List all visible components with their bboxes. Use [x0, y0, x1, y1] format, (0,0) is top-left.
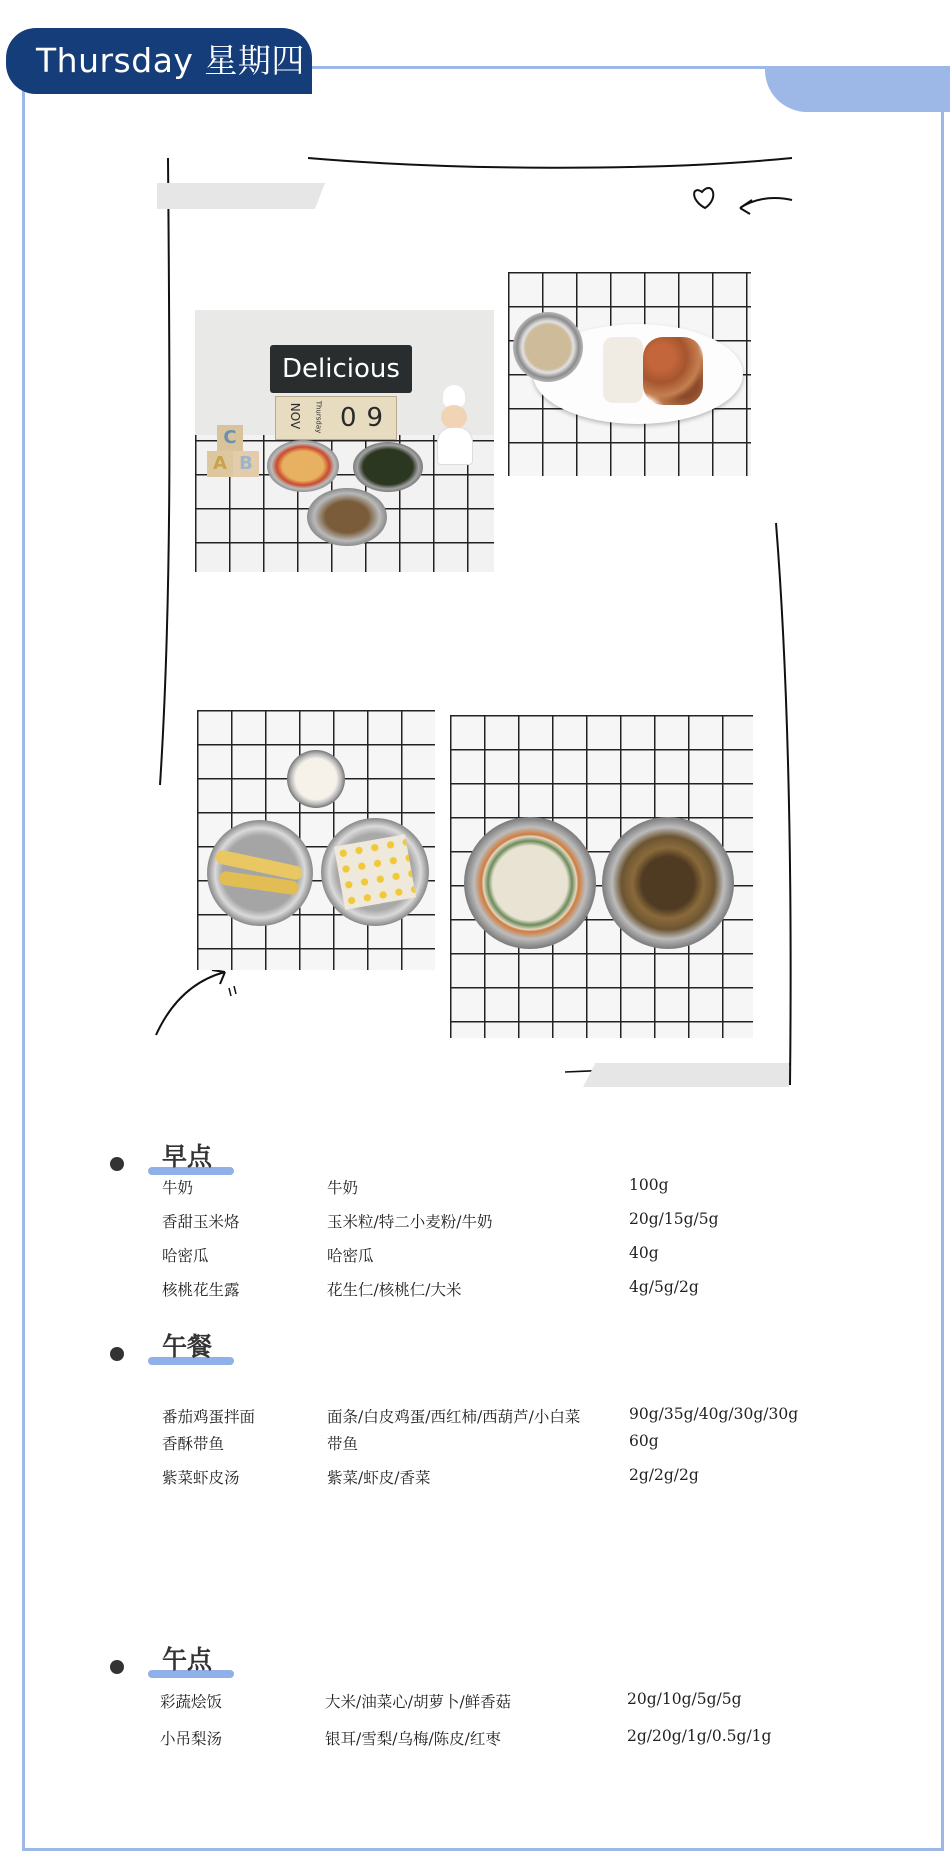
- peanuts: [643, 337, 703, 405]
- plate-bamboo-shoots: [207, 820, 313, 926]
- dish-amount: 40g: [629, 1244, 659, 1262]
- dish-ingredients: 哈密瓜: [327, 1247, 374, 1265]
- dish-amount: 20g/10g/5g/5g: [627, 1690, 742, 1708]
- dish-ingredients: 紫菜/虾皮/香菜: [327, 1469, 431, 1487]
- photo-breakfast-table: [195, 310, 494, 572]
- bullet-dot: [110, 1347, 124, 1361]
- calendar-month: NOV: [288, 402, 303, 430]
- chef-figurine: [433, 385, 475, 465]
- photo-rice-pear-soup: [450, 715, 753, 1038]
- section-breakfast: [110, 1142, 830, 1299]
- dish-name: 彩蔬烩饭: [160, 1693, 223, 1711]
- dish-ingredients: 大米/油菜心/胡萝卜/鲜香菇: [325, 1693, 512, 1711]
- bullet-dot: [110, 1660, 124, 1674]
- bowl-noodles: [267, 440, 339, 492]
- dish-amount: 2g/2g/2g: [629, 1466, 699, 1484]
- dish-amount: 100g: [629, 1176, 669, 1194]
- photo-corn-snack: [197, 710, 435, 970]
- plate-corn-cake: [321, 818, 429, 926]
- drink-cup: [513, 312, 583, 382]
- section-title: 早点: [162, 1142, 213, 1171]
- bullet-dot: [110, 1157, 124, 1171]
- dish-amount: 2g/20g/1g/0.5g/1g: [627, 1727, 772, 1745]
- bowl-pear-soup: [602, 817, 734, 949]
- dish-ingredients: 玉米粒/特二小麦粉/牛奶: [327, 1213, 493, 1231]
- block-b: B: [233, 451, 259, 477]
- dish-name: 核桃花生露: [162, 1281, 240, 1299]
- dish-name: 牛奶: [162, 1179, 194, 1197]
- section-title: 午点: [162, 1645, 213, 1674]
- block-a: A: [207, 451, 233, 477]
- dish-amount: 90g/35g/40g/30g/30g: [629, 1405, 799, 1423]
- dish-amount: 20g/15g/5g: [629, 1210, 719, 1228]
- dish-ingredients: 带鱼: [327, 1435, 359, 1453]
- dish-ingredients: 面条/白皮鸡蛋/西红柿/西葫芦/小白菜: [327, 1408, 581, 1426]
- dish-name: 紫菜虾皮汤: [162, 1469, 240, 1487]
- dish-name: 香酥带鱼: [162, 1435, 225, 1453]
- calendar-date: 09: [340, 403, 394, 433]
- corner-decoration: [765, 66, 950, 112]
- tape-strip-bottom: [583, 1063, 789, 1087]
- dish-name: 哈密瓜: [162, 1247, 209, 1265]
- bowl-fish: [307, 488, 387, 546]
- dish-ingredients: 银耳/雪梨/乌梅/陈皮/红枣: [325, 1730, 501, 1748]
- section-lunch: [110, 1332, 830, 1487]
- sign-text: Delicious: [282, 354, 400, 384]
- photo-nut-drink-plate: [508, 272, 751, 476]
- section-afternoon-snack: [110, 1645, 830, 1770]
- dish-name: 小吊梨汤: [160, 1730, 223, 1748]
- calendar-weekday: Thursday: [314, 400, 323, 434]
- block-c: C: [217, 425, 243, 451]
- dish-name: 番茄鸡蛋拌面: [162, 1408, 256, 1426]
- dish-name: 香甜玉米烙: [162, 1213, 240, 1231]
- milk-cup: [287, 750, 345, 808]
- bowl-vegetable-rice: [464, 817, 596, 949]
- melon-strips: [603, 337, 643, 403]
- tape-strip-top: [157, 183, 325, 209]
- section-title: 午餐: [162, 1332, 213, 1361]
- calendar-blocks: [275, 396, 397, 440]
- dish-ingredients: 牛奶: [327, 1179, 359, 1197]
- chalkboard-sign: [270, 345, 412, 393]
- bowl-soup: [353, 442, 423, 492]
- dish-amount: 60g: [629, 1432, 659, 1450]
- day-label: Thursday 星期四: [6, 28, 312, 94]
- abc-blocks: [207, 425, 257, 480]
- dish-amount: 4g/5g/2g: [629, 1278, 699, 1296]
- dish-ingredients: 花生仁/核桃仁/大米: [327, 1281, 462, 1299]
